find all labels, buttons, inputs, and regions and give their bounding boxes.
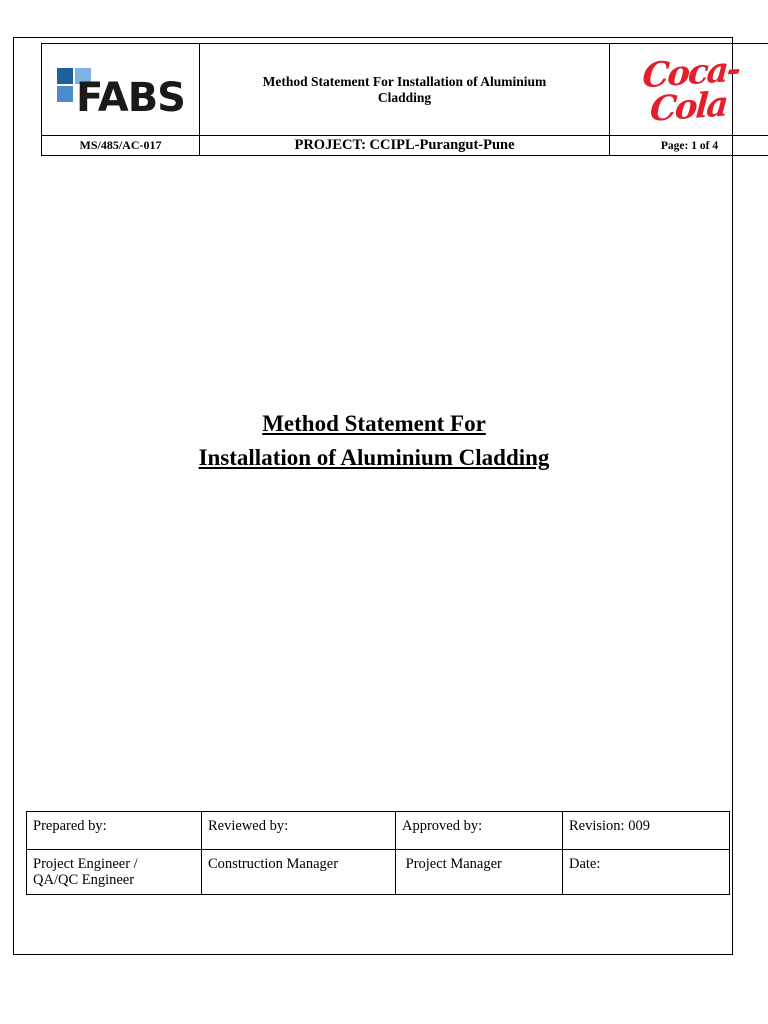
header-title [200,44,610,136]
prepared-by-role [27,850,202,895]
coca-cola-logo: Coca-Cola [641,48,741,130]
prepared-by-role-line2: QA/QC Engineer [33,872,135,888]
reviewed-by-label: Reviewed by: [202,812,396,850]
header-title-line1: Method Statement For Installation of Aluminium [262,73,547,89]
document-number: MS/485/AC-017 [42,136,200,156]
coca-cola-logo-cell [610,44,768,136]
date-label: Date: [563,850,730,895]
prepared-by-label: Prepared by: [27,812,202,850]
prepared-by-role-line1: Project Engineer / [33,856,138,872]
approved-by-role: Project Manager [396,850,563,895]
fabs-logo-text: FABS [76,74,185,121]
reviewed-by-role: Construction Manager [202,850,396,895]
document-title-line1: Method Statement For [262,411,486,436]
document-header [41,43,768,156]
approval-table [26,811,730,895]
revision-label: Revision: 009 [563,812,730,850]
fabs-logo-cell [42,44,200,136]
page-number: Page: 1 of 4 [610,136,768,156]
approved-by-label: Approved by: [396,812,563,850]
document-title-line2: Installation of Aluminium Cladding [198,445,550,470]
project-name: PROJECT: CCIPL-Purangut-Pune [200,136,610,156]
fabs-logo [56,62,185,121]
header-title-line2: Cladding [377,89,432,105]
